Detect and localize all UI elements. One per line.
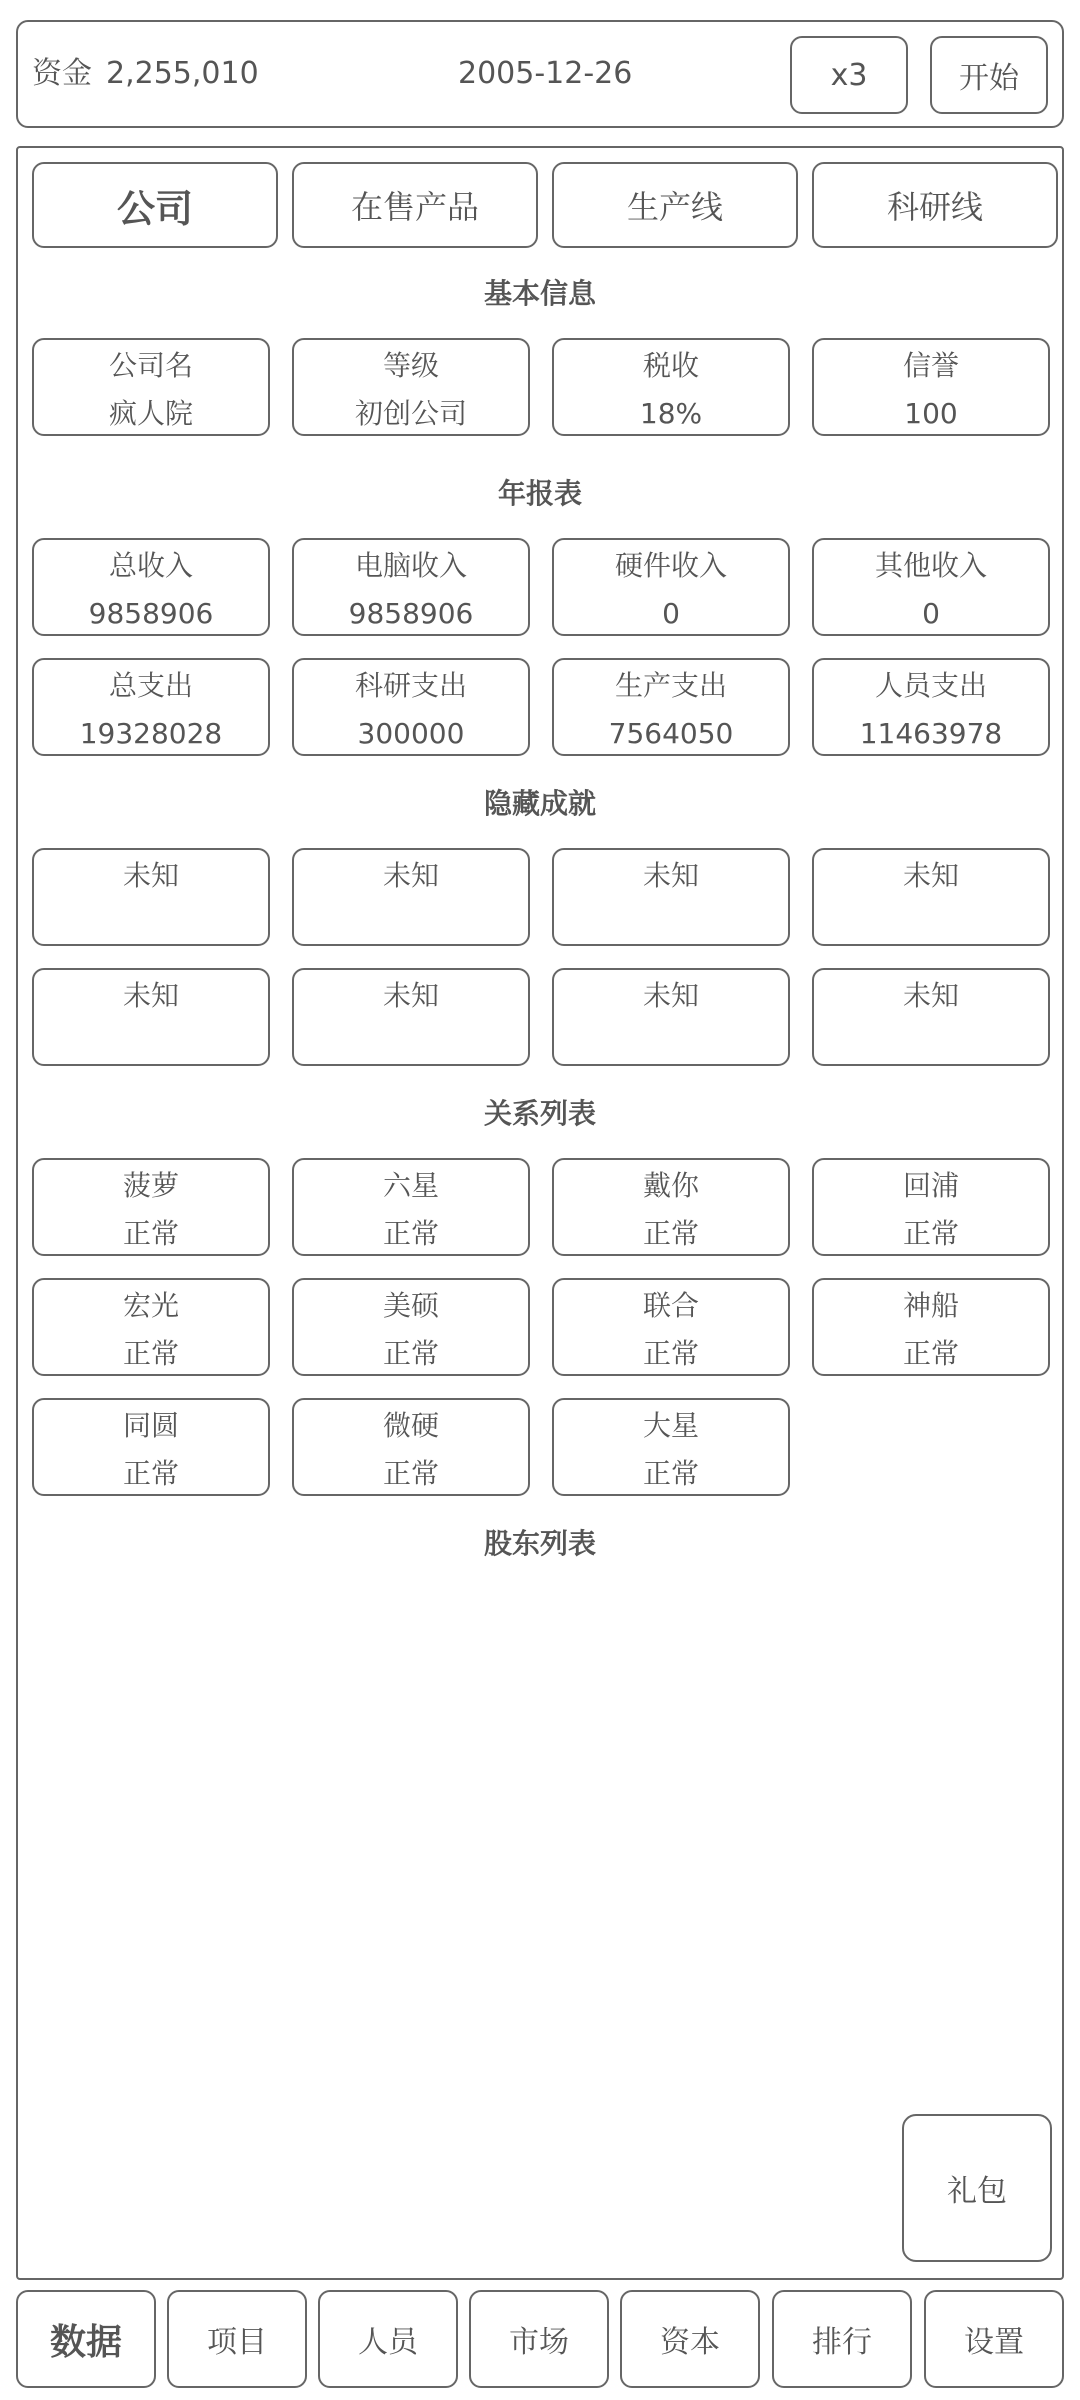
nav-capital[interactable]: 资本 [620, 2290, 760, 2388]
info-card-reputation [812, 338, 1050, 436]
achievement-card[interactable] [552, 848, 790, 946]
relation-name: 同圆 [122, 1409, 179, 1442]
speed-button[interactable]: x3 [790, 36, 908, 114]
relation-card[interactable] [292, 1278, 530, 1376]
relation-card[interactable] [32, 1398, 270, 1496]
relation-status: 正常 [642, 1457, 699, 1490]
achievement-card[interactable] [292, 848, 530, 946]
info-value: 疯人院 [108, 397, 193, 430]
info-card-level [292, 338, 530, 436]
relation-status: 正常 [122, 1217, 179, 1250]
relation-card[interactable] [32, 1158, 270, 1256]
relation-name: 联合 [642, 1289, 699, 1322]
funds-value: 2,255,010 [106, 56, 259, 91]
section-relations: 关系列表 [483, 1097, 596, 1130]
relation-status: 正常 [902, 1337, 959, 1370]
relation-status: 正常 [382, 1457, 439, 1490]
top-status-bar [16, 20, 1064, 128]
report-value: 11463978 [859, 717, 1003, 750]
relation-card[interactable] [812, 1278, 1050, 1376]
relation-name: 回浦 [902, 1169, 959, 1202]
section-basic-info: 基本信息 [483, 277, 596, 310]
relation-status: 正常 [382, 1337, 439, 1370]
info-card-tax [552, 338, 790, 436]
report-card-production-expense [552, 658, 790, 756]
report-card-research-expense [292, 658, 530, 756]
company-panel [16, 146, 1064, 2280]
tab-research-lines[interactable]: 科研线 [812, 162, 1058, 248]
info-label: 信誉 [902, 349, 959, 382]
relation-card[interactable] [292, 1398, 530, 1496]
report-label: 人员支出 [874, 669, 987, 702]
nav-settings[interactable]: 设置 [924, 2290, 1064, 2388]
report-value: 300000 [357, 717, 465, 750]
achievement-label: 未知 [902, 979, 959, 1012]
report-value: 0 [662, 597, 680, 630]
achievement-label: 未知 [902, 859, 959, 892]
report-label: 总收入 [108, 549, 193, 582]
relation-card[interactable] [812, 1158, 1050, 1256]
achievement-card[interactable] [292, 968, 530, 1066]
report-value: 7564050 [608, 717, 734, 750]
achievement-label: 未知 [382, 979, 439, 1012]
report-value: 9858906 [88, 597, 214, 630]
achievement-label: 未知 [382, 859, 439, 892]
relation-status: 正常 [122, 1457, 179, 1490]
info-value: 初创公司 [354, 397, 467, 430]
relation-name: 神船 [902, 1289, 959, 1322]
report-value: 19328028 [79, 717, 223, 750]
nav-projects[interactable]: 项目 [167, 2290, 307, 2388]
relation-status: 正常 [642, 1337, 699, 1370]
report-label: 硬件收入 [614, 549, 727, 582]
report-label: 总支出 [108, 669, 193, 702]
relation-name: 美硕 [382, 1289, 439, 1322]
relation-name: 微硬 [382, 1409, 439, 1442]
report-card-hardware-income [552, 538, 790, 636]
achievement-card[interactable] [552, 968, 790, 1066]
relation-status: 正常 [642, 1217, 699, 1250]
achievement-card[interactable] [32, 848, 270, 946]
info-label: 公司名 [108, 349, 193, 382]
relation-card[interactable] [32, 1278, 270, 1376]
achievement-label: 未知 [122, 859, 179, 892]
relation-status: 正常 [902, 1217, 959, 1250]
report-card-staff-expense [812, 658, 1050, 756]
report-label: 其他收入 [874, 549, 987, 582]
nav-ranking[interactable]: 排行 [772, 2290, 912, 2388]
nav-staff[interactable]: 人员 [318, 2290, 458, 2388]
section-shareholders: 股东列表 [483, 1527, 596, 1560]
relation-name: 宏光 [122, 1289, 179, 1322]
report-label: 科研支出 [354, 669, 467, 702]
achievement-card[interactable] [32, 968, 270, 1066]
funds-label: 资金 [32, 56, 92, 91]
relation-card[interactable] [552, 1278, 790, 1376]
relation-name: 六星 [382, 1169, 439, 1202]
report-label: 生产支出 [614, 669, 727, 702]
tab-company[interactable]: 公司 [32, 162, 278, 248]
tab-production-lines[interactable]: 生产线 [552, 162, 798, 248]
relation-card[interactable] [552, 1158, 790, 1256]
section-hidden-achievements: 隐藏成就 [483, 787, 596, 820]
game-date: 2005-12-26 [458, 56, 633, 91]
relation-name: 菠萝 [122, 1169, 179, 1202]
relation-name: 戴你 [642, 1169, 699, 1202]
gift-pack-button[interactable]: 礼包 [902, 2114, 1052, 2262]
start-button[interactable]: 开始 [930, 36, 1048, 114]
achievement-label: 未知 [642, 979, 699, 1012]
relation-card[interactable] [552, 1398, 790, 1496]
nav-market[interactable]: 市场 [469, 2290, 609, 2388]
report-value: 0 [922, 597, 940, 630]
nav-data[interactable]: 数据 [16, 2290, 156, 2388]
info-label: 税收 [642, 349, 699, 382]
report-value: 9858906 [348, 597, 474, 630]
report-label: 电脑收入 [354, 549, 467, 582]
report-card-total-expense [32, 658, 270, 756]
info-value: 100 [904, 397, 958, 430]
report-card-total-income [32, 538, 270, 636]
section-annual-report: 年报表 [497, 477, 582, 510]
relation-card[interactable] [292, 1158, 530, 1256]
relation-status: 正常 [382, 1217, 439, 1250]
achievement-label: 未知 [642, 859, 699, 892]
tab-products-on-sale[interactable]: 在售产品 [292, 162, 538, 248]
relation-status: 正常 [122, 1337, 179, 1370]
achievement-label: 未知 [122, 979, 179, 1012]
info-value: 18% [639, 397, 703, 430]
achievement-card[interactable] [812, 968, 1050, 1066]
report-card-computer-income [292, 538, 530, 636]
achievement-card[interactable] [812, 848, 1050, 946]
funds-display [32, 22, 273, 126]
info-card-company-name [32, 338, 270, 436]
report-card-other-income [812, 538, 1050, 636]
relation-name: 大星 [642, 1409, 699, 1442]
info-label: 等级 [382, 349, 439, 382]
